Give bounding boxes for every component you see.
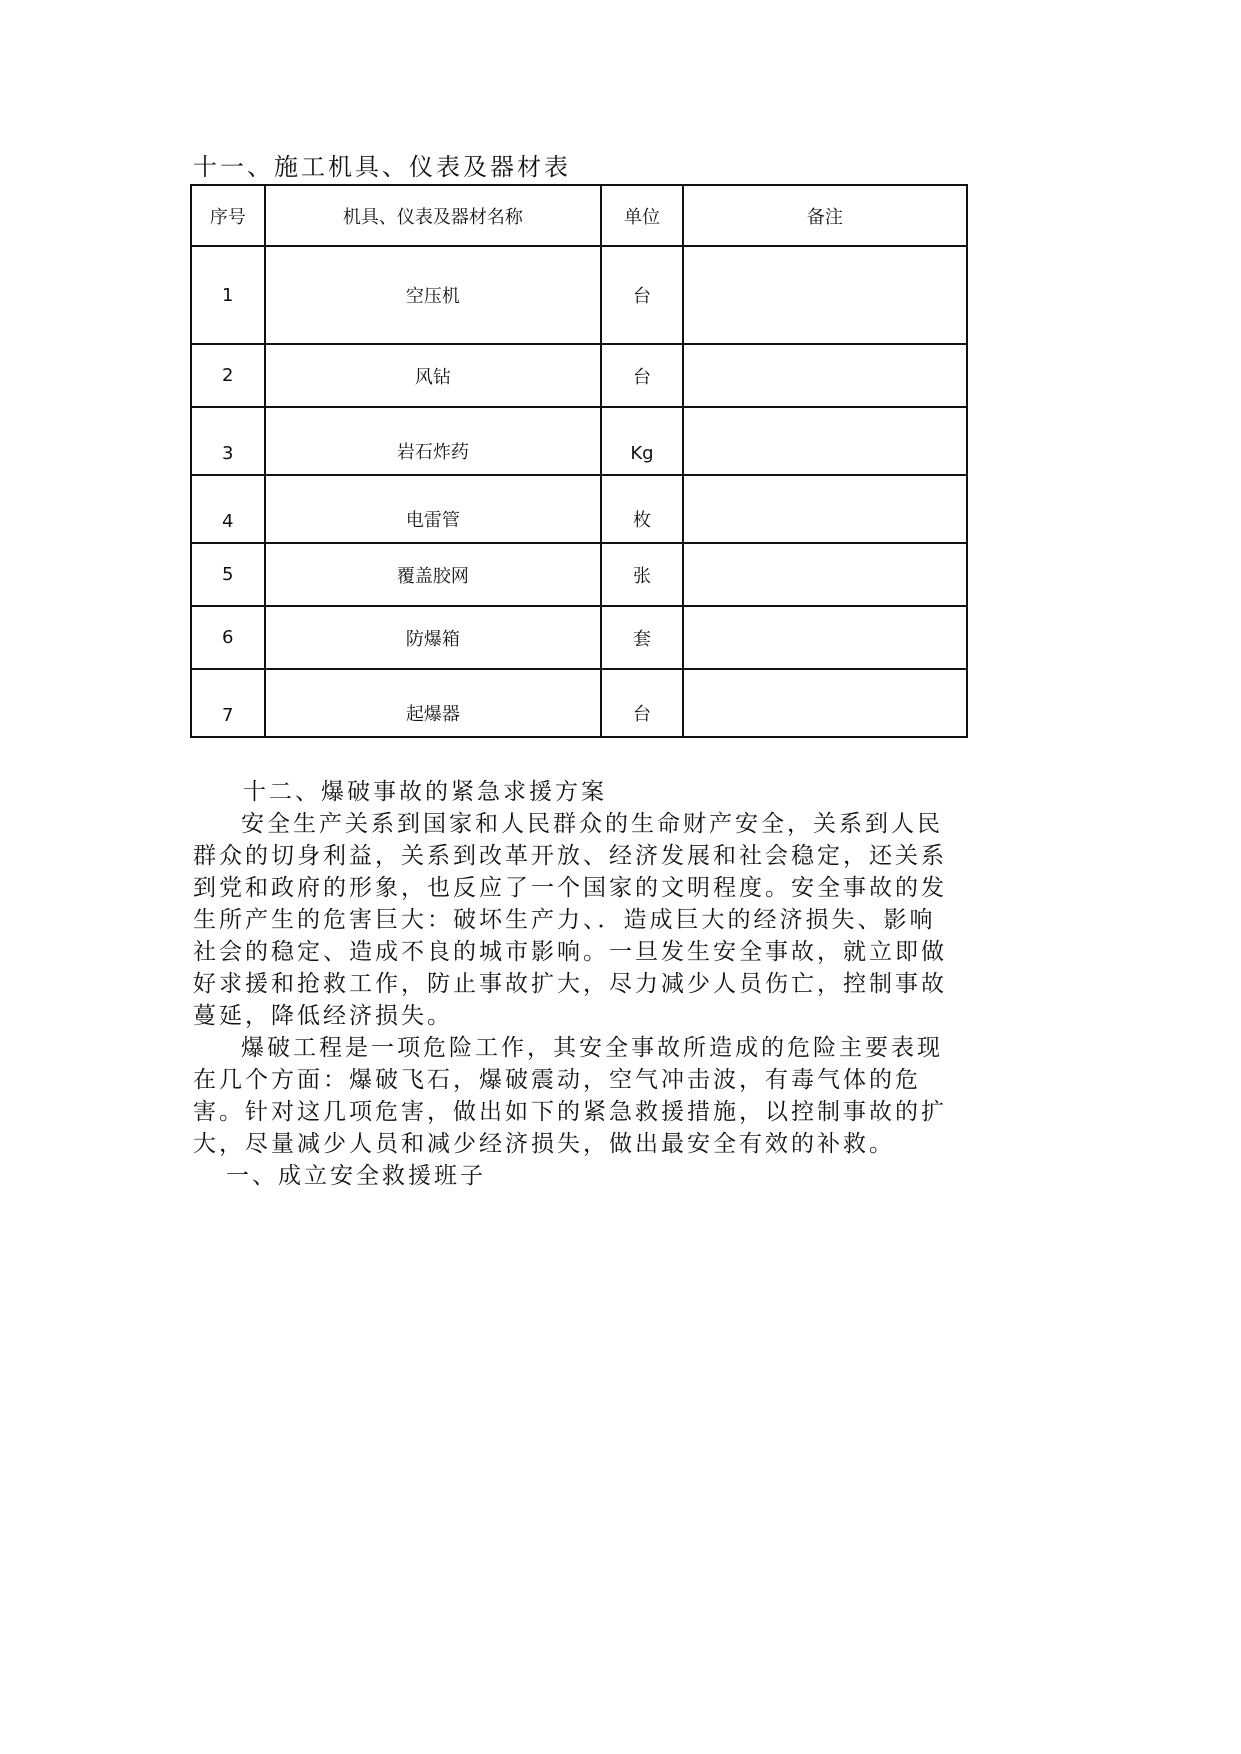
- table-row: [191, 543, 967, 606]
- section2-title: 十二、爆破事故的紧急求援方案: [243, 779, 607, 805]
- cell-note: [683, 475, 967, 543]
- table-row: [191, 246, 967, 344]
- subsection-title: 一、成立安全救援班子: [226, 1163, 486, 1189]
- cell-unit: 套: [601, 606, 683, 669]
- cell-no: 6: [191, 606, 265, 669]
- cell-no: 4: [191, 475, 265, 543]
- cell-note: [683, 407, 967, 475]
- cell-unit: 台: [601, 344, 683, 407]
- cell-unit: 张: [601, 543, 683, 606]
- cell-note: [683, 543, 967, 606]
- body-text: [193, 776, 953, 1192]
- cell-name: 电雷管: [265, 475, 602, 543]
- cell-name: 防爆箱: [265, 606, 602, 669]
- cell-name: 覆盖胶网: [265, 543, 602, 606]
- cell-note: [683, 246, 967, 344]
- table-row: [191, 407, 967, 475]
- cell-no: 7: [191, 669, 265, 737]
- cell-no: 3: [191, 407, 265, 475]
- table-row: [191, 606, 967, 669]
- cell-unit: Kg: [601, 407, 683, 475]
- header-name: 机具、仪表及器材名称: [265, 185, 602, 246]
- cell-name: 风钻: [265, 344, 602, 407]
- header-note: 备注: [683, 185, 967, 246]
- cell-unit: 台: [601, 246, 683, 344]
- table-row: [191, 475, 967, 543]
- cell-note: [683, 344, 967, 407]
- table-row: [191, 669, 967, 737]
- paragraph-1: 安全生产关系到国家和人民群众的生命财产安全，关系到人民群众的切身利益，关系到改革开放、经济发展和社会稳定，还关系到党和政府的形象，也反应了一个国家的文明程度。安全事故的发生所产生的危害巨大：破坏生产力、．造成巨大的经济损失、影响社会的稳定、造成不良的城市影响。一旦发生安全事故，就立即做好求援和抢救工作，防止事故扩大，尽力减少人员伤亡，控制事故蔓延，降低经济损失。: [193, 811, 947, 1029]
- cell-no: 2: [191, 344, 265, 407]
- table-row: [191, 344, 967, 407]
- table-header-row: [191, 185, 967, 246]
- header-unit: 单位: [601, 185, 683, 246]
- header-no: 序号: [191, 185, 265, 246]
- cell-unit: 枚: [601, 475, 683, 543]
- cell-no: 1: [191, 246, 265, 344]
- cell-unit: 台: [601, 669, 683, 737]
- section-title: 十一、施工机具、仪表及器材表: [193, 153, 571, 181]
- cell-no: 5: [191, 543, 265, 606]
- cell-note: [683, 669, 967, 737]
- paragraph-2: 爆破工程是一项危险工作，其安全事故所造成的危险主要表现在几个方面：爆破飞石，爆破震动，空气冲击波，有毒气体的危害。针对这几项危害，做出如下的紧急救援措施，以控制事故的扩大，尽量减少人员和减少经济损失，做出最安全有效的补救。: [193, 1035, 947, 1157]
- equipment-table: [190, 184, 968, 738]
- cell-name: 空压机: [265, 246, 602, 344]
- cell-name: 岩石炸药: [265, 407, 602, 475]
- cell-note: [683, 606, 967, 669]
- cell-name: 起爆器: [265, 669, 602, 737]
